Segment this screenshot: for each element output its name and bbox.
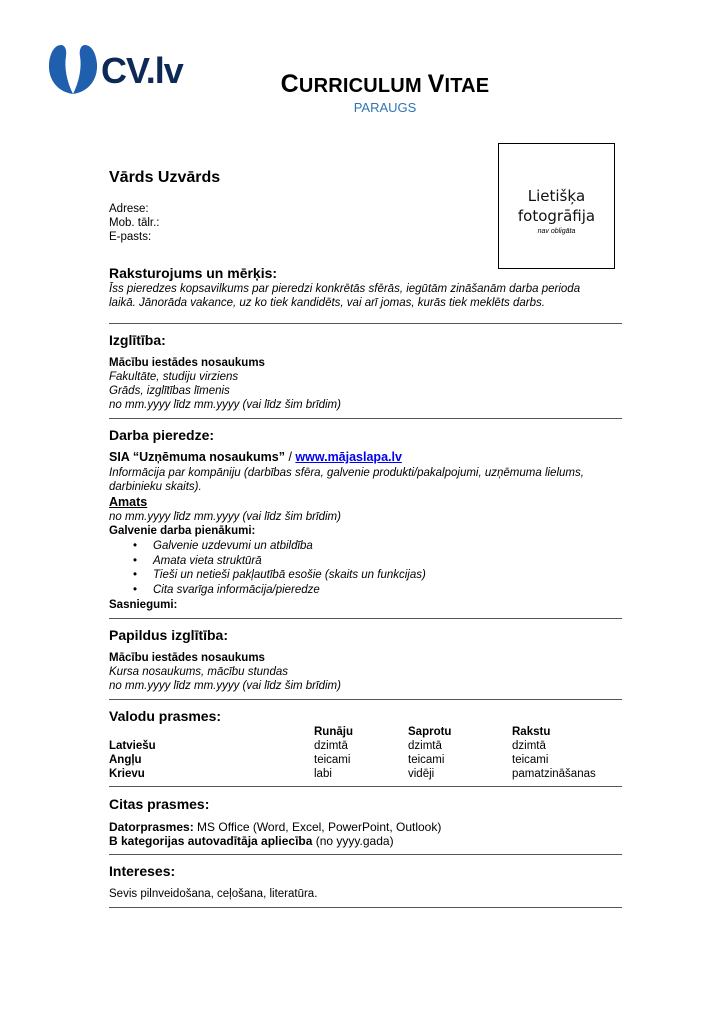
table-row [109,739,622,753]
photo-placeholder [498,143,615,269]
divider [109,618,622,619]
column-header-understand: Saprotu [408,726,452,738]
summary-line2: laikā. Jānorāda vakance, uz ko tiek kandidēts, vai arī jomas, kurās tiek meklēts darbs. [109,297,545,309]
table-header-row [109,725,622,739]
address-label: Adrese: [109,203,149,215]
list-item: • Tieši un netieši pakļautībā esošie (skaits un funkcijas) [109,568,622,583]
column-header-speak: Runāju [314,726,353,738]
summary-heading: Raksturojums un mērķis: [109,265,278,281]
languages-table [109,725,622,781]
license-line [109,834,394,848]
title-cap-1: C [280,70,299,98]
divider [109,418,622,419]
additional-education-heading: Papildus izglītība: [109,627,229,643]
language-understand: vidēji [408,768,435,780]
languages-heading: Valodu prasmes: [109,708,222,724]
additional-education-institution: Mācību iestādes nosaukums [109,652,265,664]
license-label: B kategorijas autovadītāja apliecība [109,834,313,848]
divider [109,786,622,787]
list-item: • Galvenie uzdevumi un atbildība [109,539,622,554]
language-name: Angļu [109,754,142,766]
duties-list [109,539,622,597]
achievements-label: Sasniegumi: [109,599,178,611]
duties-heading: Galvenie darba pienākumi: [109,525,256,537]
duties-list-wrap [109,539,622,597]
company-separator: / [284,450,296,464]
language-write: teicami [512,754,549,766]
company-info-line1: Informācija par kompāniju (darbības sfēra, galvenie produkti/pakalpojumi, uzņēmuma lielums, [109,467,584,479]
cv-lv-logo[interactable] [48,42,188,96]
language-speak: labi [314,768,332,780]
title-cap-2: V [427,70,445,98]
languages-table-wrap [109,725,622,781]
divider [109,854,622,855]
phone-label: Mob. tālr.: [109,217,160,229]
language-understand: dzimtā [408,740,442,752]
computer-skills-value: MS Office (Word, Excel, PowerPoint, Outlook) [193,820,442,834]
title-rest-2: ITAE [444,75,490,97]
interests-text: Sevis pilnveidošana, ceļošana, literatūra. [109,888,318,900]
language-understand: teicami [408,754,445,766]
experience-heading: Darba pieredze: [109,427,215,443]
page-title [220,70,550,99]
company-website-link[interactable]: www.mājaslapa.lv [295,450,402,464]
person-name: Vārds Uzvārds [109,169,221,186]
table-row [109,767,622,781]
photo-label [499,186,614,226]
computer-skills-line [109,820,441,834]
photo-label-line1: Lietišķa [527,187,586,205]
logo-mark-icon [48,42,98,96]
interests-heading: Intereses: [109,863,176,879]
computer-skills-label: Datorprasmes: [109,820,194,834]
list-item: • Cita svarīga informācija/pieredze [109,583,622,598]
position-period: no mm.yyyy līdz mm.yyyy (vai līdz šim brīdim) [109,511,341,523]
license-value: (no yyyy.gada) [312,834,394,848]
language-speak: dzimtā [314,740,348,752]
education-institution: Mācību iestādes nosaukums [109,357,265,369]
photo-note: nav obligāta [537,228,576,235]
list-item: • Amata vieta struktūrā [109,554,622,569]
column-header-write: Rakstu [512,726,551,738]
company-line [109,450,402,465]
email-label: E-pasts: [109,231,152,243]
education-heading: Izglītība: [109,332,166,348]
language-speak: teicami [314,754,351,766]
additional-education-course: Kursa nosaukums, mācību stundas [109,666,288,678]
divider [109,699,622,700]
company-name: SIA “Uzņēmuma nosaukums” [109,450,285,464]
education-period: no mm.yyyy līdz mm.yyyy (vai līdz šim brīdim) [109,399,341,411]
table-corner [109,725,314,739]
company-info-line2: darbinieku skaits). [109,481,202,493]
language-name: Latviešu [109,740,156,752]
language-write: dzimtā [512,740,546,752]
education-faculty: Fakultāte, studiju virziens [109,371,239,383]
title-rest-1: URRICULUM [298,75,422,97]
education-degree: Grāds, izglītības līmenis [109,385,230,397]
summary-line1: Īss pieredzes kopsavilkums par pieredzi konkrētās sfērās, iegūtām zināšanām darba perioda [109,283,581,295]
position-title: Amats [109,495,148,509]
divider [109,907,622,908]
additional-education-period: no mm.yyyy līdz mm.yyyy (vai līdz šim brīdim) [109,680,341,692]
language-write: pamatzināšanas [512,768,596,780]
page-subtitle: PARAUGS [353,100,417,115]
table-row [109,753,622,767]
divider [109,323,622,324]
other-skills-heading: Citas prasmes: [109,796,210,812]
photo-label-line2: fotogrāfija [517,207,596,225]
language-name: Krievu [109,768,145,780]
logo-text: CV.lv [101,50,183,91]
